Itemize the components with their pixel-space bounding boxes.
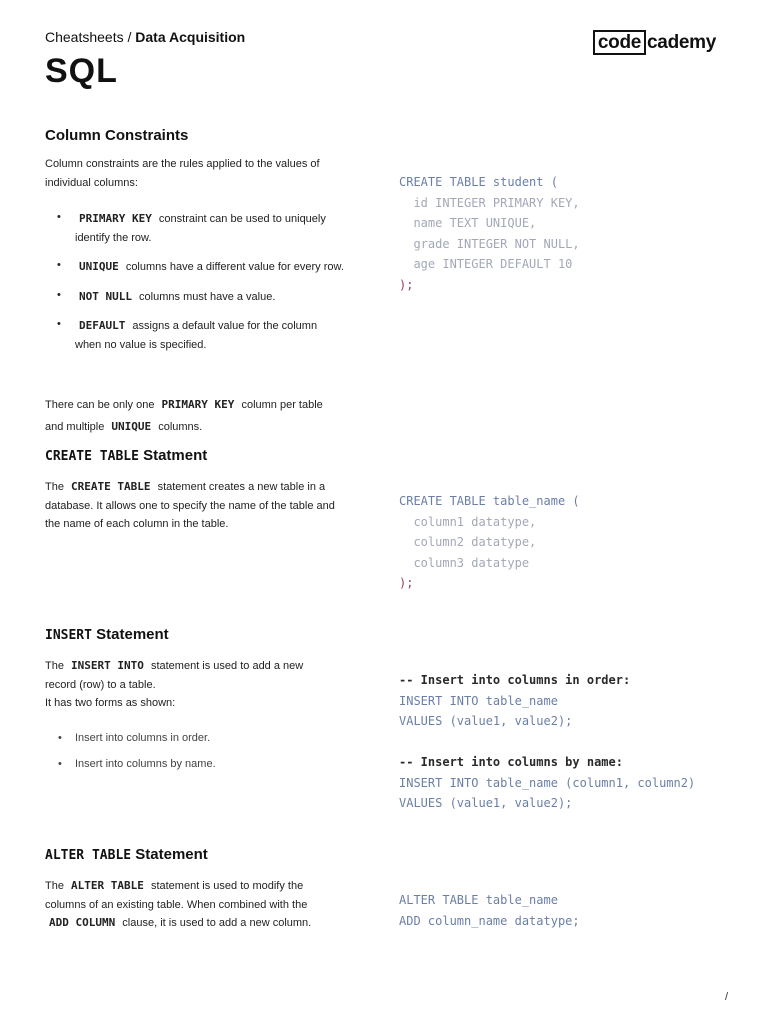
constraints-outro [45,394,330,438]
code-comment: -- Insert into columns by name: [399,755,623,769]
list-item [45,258,345,277]
list-item-text: constraint can be used to uniquely identify the row. [75,213,326,244]
outro-text: There can be only one [45,399,155,411]
heading-text: Statement [96,626,169,643]
breadcrumb-root[interactable]: Cheatsheets [45,29,124,45]
list-item [45,288,345,307]
bullet-icon: • [57,211,61,223]
desc-text: statement creates a new table in a database. It allows one to specify the name of the table and the name of each column in the table. [45,481,335,530]
bullet-icon: • [58,758,62,770]
heading-code: ALTER TABLE [45,848,132,863]
bullet-icon: • [57,318,61,330]
code-line: ADD column_name datatype; [399,913,580,928]
breadcrumb-separator: / [127,29,132,45]
page-number: / [724,991,728,1003]
outro-text: column per table and multiple [45,399,323,433]
list-item [45,755,345,773]
outro-text: columns. [158,421,203,433]
inline-code: UNIQUE [111,420,152,433]
code-block-alter [399,890,580,931]
constraints-intro: Column constraints are the rules applied to the values of individual columns: [45,158,320,189]
insert-description [45,657,335,713]
list-item-text: Insert into columns by name. [75,758,216,770]
code-line: name TEXT UNIQUE, [399,216,537,230]
desc-text: The [45,660,64,672]
heading-text: Statement [135,846,208,863]
code-line: id INTEGER PRIMARY KEY, [399,195,580,210]
list-item-text: columns have a different value for every row. [125,261,344,273]
code-line: column1 datatype, [399,514,537,529]
logo-cademy-part: cademy [647,32,716,53]
code-line: ALTER TABLE table_name [399,893,558,907]
breadcrumb [45,29,245,45]
inline-code: PRIMARY KEY [161,398,235,411]
create-description [45,478,335,534]
code-line: INSERT INTO table_name (column1, column2) [399,775,696,790]
code-block-create [399,491,580,594]
bullet-icon: • [57,288,61,301]
inline-code: NOT NULL [79,289,132,303]
codecademy-logo[interactable] [593,32,716,54]
code-line: VALUES (value1, value2); [399,714,573,728]
code-block-insert [399,670,695,814]
bullet-icon: • [58,732,62,744]
alter-description [45,877,330,933]
code-line: column2 datatype, [399,535,537,549]
page-title: SQL [45,52,118,90]
logo-code-part: code [593,30,646,55]
insert-forms-list [45,729,345,773]
inline-code: CREATE TABLE [71,480,151,493]
inline-code: ALTER TABLE [71,879,144,892]
inline-code: DEFAULT [79,319,126,332]
desc-text: It has two forms as shown: [45,697,176,709]
heading-code: CREATE TABLE [45,449,139,464]
breadcrumb-current: Data Acquisition [135,29,246,45]
code-block-constraints [399,172,580,295]
list-item-text: columns must have a value. [139,290,276,303]
inline-code: ADD COLUMN [49,916,116,929]
heading-text: Statment [143,447,208,464]
list-item [45,210,345,247]
inline-code: INSERT INTO [71,659,144,672]
code-line: ); [399,277,414,292]
code-line [399,175,558,189]
desc-text: statement is used to add a new record (row) to a table. [45,660,304,691]
code-line-text: CREATE TABLE student ( [399,175,558,189]
section-heading-alter [45,846,208,863]
desc-text: The [45,880,64,892]
section-heading-create [45,447,207,464]
code-line: CREATE TABLE table_name ( [399,494,580,508]
bullet-icon: • [57,259,61,271]
desc-text: The [45,481,64,493]
code-line: age INTEGER DEFAULT 10 [399,257,573,271]
desc-text: statement is used to modify the columns of an existing table. When combined with the [45,880,308,911]
section-heading-constraints: Column Constraints [45,127,189,144]
list-item [45,317,345,354]
code-line: VALUES (value1, value2); [399,796,573,810]
code-comment: -- Insert into columns in order: [399,673,631,687]
list-item-text: Insert into columns in order. [75,732,211,744]
list-item-text: assigns a default value for the column when no value is specified. [75,320,318,351]
heading-code: INSERT [45,628,92,643]
code-line: INSERT INTO table_name [399,693,558,708]
code-line: column3 datatype [399,555,530,570]
section-heading-insert [45,626,169,643]
inline-code: UNIQUE [79,260,119,273]
inline-code: PRIMARY KEY [79,212,152,225]
list-item [45,729,345,747]
desc-text: clause, it is used to add a new column. [122,917,312,929]
code-line: grade INTEGER NOT NULL, [399,236,580,251]
constraints-list [45,210,345,354]
code-line: ); [399,576,414,590]
